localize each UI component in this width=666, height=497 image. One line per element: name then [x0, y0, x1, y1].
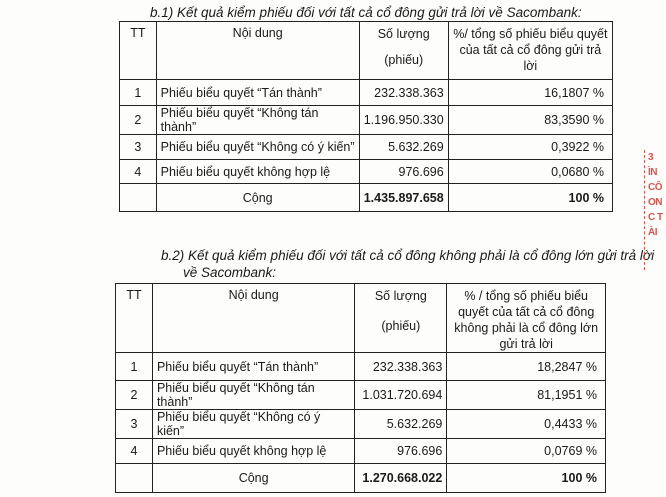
total-tt	[116, 464, 153, 493]
row-tt: 2	[120, 106, 157, 135]
row-tt: 1	[116, 353, 153, 381]
row-tt: 1	[120, 80, 157, 106]
row-percent: 0,4433 %	[447, 410, 606, 439]
header-quantity-label: Số lượng	[377, 27, 430, 41]
section2-table	[115, 283, 606, 493]
header-percent: % / tổng số phiếu biểu quyết của tất cả cổ đông không phải là cổ đông lớn gửi trả lời	[447, 284, 606, 353]
total-tt	[120, 184, 157, 212]
table-row	[120, 80, 613, 106]
section1-table	[119, 21, 613, 212]
header-content: Nội dung	[152, 284, 354, 353]
header-percent: %/ tổng số phiếu biểu quyết của tất cả cổ đông gửi trả lời	[448, 22, 612, 80]
header-content: Nội dung	[156, 22, 359, 80]
header-quantity-unit: (phiếu)	[381, 319, 421, 333]
row-tt: 3	[120, 135, 157, 160]
row-content: Phiếu biểu quyết “Không tán thành”	[156, 106, 359, 135]
stamp-line: ÀI	[648, 227, 657, 238]
row-quantity: 232.338.363	[355, 353, 447, 381]
row-tt: 3	[116, 410, 153, 439]
row-tt: 4	[116, 439, 153, 464]
row-percent: 0,3922 %	[448, 135, 612, 160]
row-quantity: 976.696	[355, 439, 447, 464]
row-quantity: 5.632.269	[359, 135, 448, 160]
row-quantity: 1.196.950.330	[359, 106, 448, 135]
stamp-line: 3	[648, 152, 654, 163]
total-percent: 100 %	[447, 464, 606, 493]
table-row	[116, 439, 606, 464]
total-quantity: 1.435.897.658	[359, 184, 448, 212]
header-quantity-unit: (phiếu)	[384, 53, 424, 67]
row-content: Phiếu biểu quyết “Không có ý kiến”	[156, 135, 359, 160]
table-row	[120, 106, 613, 135]
table-row	[116, 381, 606, 410]
table-header-row	[116, 284, 606, 353]
row-content: Phiếu biểu quyết “Không có ý kiến”	[152, 410, 354, 439]
row-tt: 2	[116, 381, 153, 410]
row-content: Phiếu biểu quyết “Tán thành”	[152, 353, 354, 381]
table-row	[120, 160, 613, 184]
total-percent: 100 %	[448, 184, 612, 212]
table-row	[120, 135, 613, 160]
header-tt: TT	[116, 284, 153, 353]
table-row	[116, 410, 606, 439]
total-label: Cộng	[156, 184, 359, 212]
stamp-line: ON	[648, 197, 662, 208]
row-content: Phiếu biểu quyết không hợp lệ	[152, 439, 354, 464]
row-quantity: 5.632.269	[355, 410, 447, 439]
stamp-line: ÌN	[648, 167, 657, 178]
table-total-row	[116, 464, 606, 493]
row-content: Phiếu biểu quyết “Không tán thành”	[152, 381, 354, 410]
section2-heading-line1: b.2) Kết quả kiểm phiếu đối với tất cả cổ đông không phải là cổ đông lớn gửi trả lời	[161, 248, 655, 263]
red-stamp-fragment	[644, 150, 666, 270]
total-label: Cộng	[152, 464, 354, 493]
row-percent: 0,0680 %	[448, 160, 612, 184]
row-content: Phiếu biểu quyết “Tán thành”	[156, 80, 359, 106]
total-quantity: 1.270.668.022	[355, 464, 447, 493]
row-percent: 16,1807 %	[448, 80, 612, 106]
row-quantity: 232.338.363	[359, 80, 448, 106]
row-percent: 0,0769 %	[447, 439, 606, 464]
header-tt: TT	[120, 22, 157, 80]
stamp-line: CÔ	[648, 182, 662, 193]
row-percent: 81,1951 %	[447, 381, 606, 410]
row-content: Phiếu biểu quyết không hợp lệ	[156, 160, 359, 184]
table-total-row	[120, 184, 613, 212]
table-header-row	[120, 22, 613, 80]
row-tt: 4	[120, 160, 157, 184]
row-percent: 18,2847 %	[447, 353, 606, 381]
stamp-line: C T	[648, 212, 663, 223]
row-quantity: 976.696	[359, 160, 448, 184]
section2-heading-line2: về Sacombank:	[183, 265, 277, 280]
header-quantity	[359, 22, 448, 80]
header-quantity	[355, 284, 447, 353]
row-percent: 83,3590 %	[448, 106, 612, 135]
table-row	[116, 353, 606, 381]
section1-heading: b.1) Kết quả kiểm phiếu đối với tất cả cổ đông gửi trả lời về Sacombank:	[150, 5, 582, 20]
row-quantity: 1.031.720.694	[355, 381, 447, 410]
header-quantity-label: Số lượng	[374, 289, 427, 303]
